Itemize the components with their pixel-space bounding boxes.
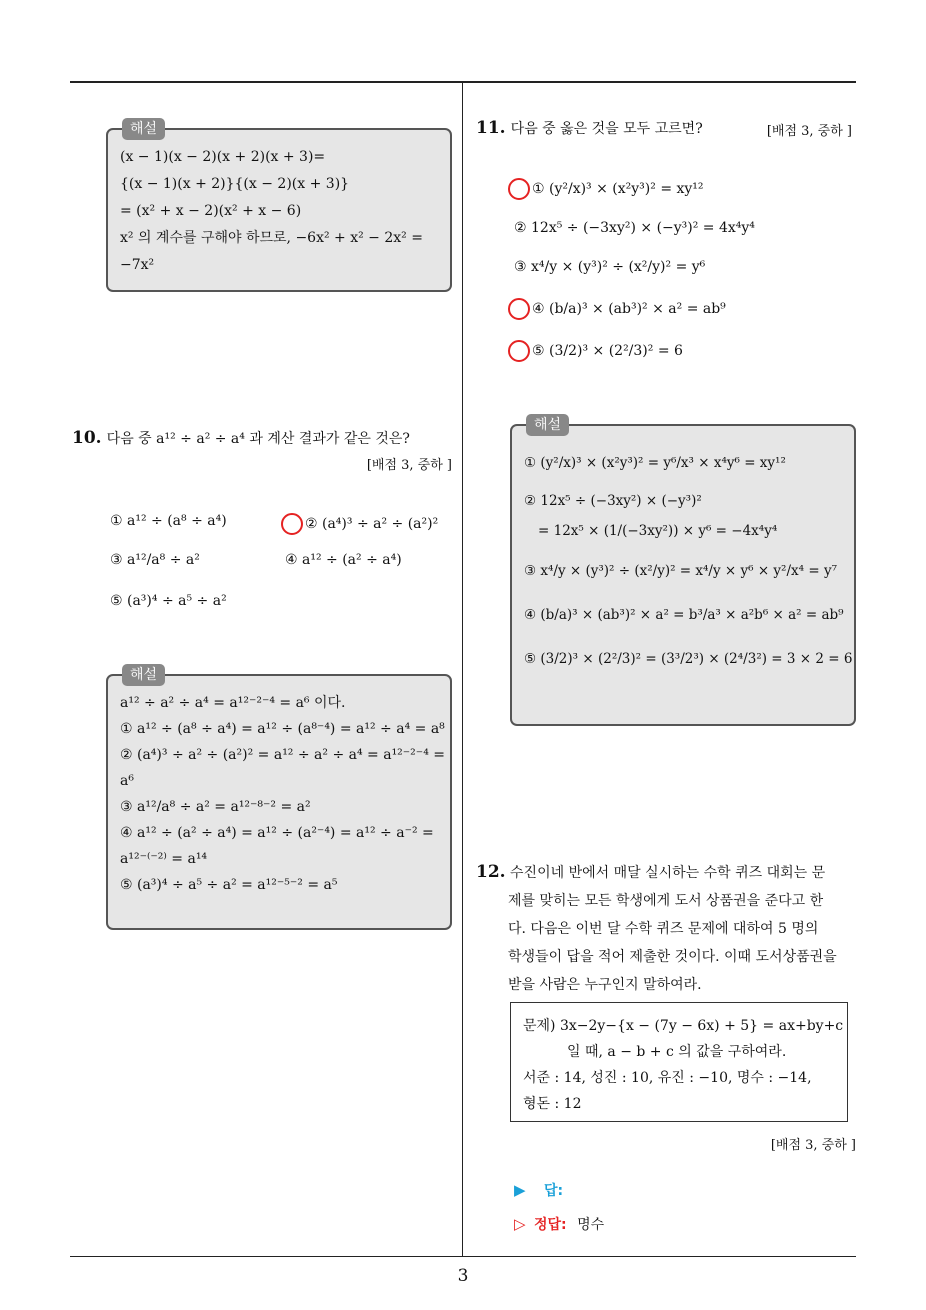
option-text: ② 12x⁵ ÷ (−3xy²) × (−y³)² = 4x⁴y⁴ (514, 220, 755, 236)
answer-circle-icon (508, 178, 530, 200)
solution-line: ① a¹² ÷ (a⁸ ÷ a⁴) = a¹² ÷ (a⁸⁻⁴) = a¹² ÷ a⁴ = a⁸ (120, 721, 445, 737)
answer-row (514, 1180, 688, 1200)
solution-box-q11 (510, 417, 856, 726)
page-number: 3 (457, 1266, 469, 1286)
solution-line: ① (y²/x)³ × (x²y³)² = y⁶/x³ × x⁴y⁶ = xy¹² (524, 455, 786, 471)
question-meta: [배점 3, 중하 ] (366, 458, 452, 473)
problem-line: 문제) 3x−2y−{x − (7y − 6x) + 5} = ax+by+c (523, 1018, 844, 1034)
solution-line: ⑤ (3/2)³ × (2²/3)² = (3³/2³) × (2⁴/3²) = 3 × 2 = 6 (524, 651, 853, 667)
solution-line: a⁶ (120, 773, 134, 789)
option-3[interactable] (514, 259, 705, 275)
option-text: ③ a¹²/a⁸ ÷ a² (110, 552, 200, 568)
solution-line: ② (a⁴)³ ÷ a² ÷ (a²)² = a¹² ÷ a² ÷ a⁴ = a¹²⁻²⁻⁴ = (120, 747, 445, 763)
solution-line: ② 12x⁵ ÷ (−3xy²) × (−y³)² (524, 493, 702, 509)
option-2[interactable] (285, 513, 438, 535)
question-text: 다. 다음은 이번 달 수학 퀴즈 문제에 대하여 5 명의 (508, 921, 819, 937)
solution-line: ③ a¹²/a⁸ ÷ a² = a¹²⁻⁸⁻² = a² (120, 799, 311, 815)
option-1[interactable] (512, 178, 704, 200)
option-text: ① a¹² ÷ (a⁸ ÷ a⁴) (110, 513, 227, 529)
problem-line: 일 때, a − b + c 의 값을 구하여라. (567, 1044, 787, 1060)
column-divider (462, 82, 463, 1257)
solution-tag: 해설 (122, 118, 165, 140)
solution-line: {(x − 1)(x + 2)}{(x − 2)(x + 3)} (120, 176, 350, 192)
solution-line: ⑤ (a³)⁴ ÷ a⁵ ÷ a² = a¹²⁻⁵⁻² = a⁵ (120, 877, 338, 893)
question-number: 10. (72, 428, 102, 448)
outline-arrow-icon: ▷ (514, 1215, 526, 1233)
question-10 (72, 428, 452, 473)
problem-box (510, 1002, 848, 1122)
play-arrow-icon: ▶ (514, 1181, 526, 1199)
solution-line: ④ a¹² ÷ (a² ÷ a⁴) = a¹² ÷ (a²⁻⁴) = a¹² ÷ a⁻² = (120, 825, 434, 841)
solution-box-q9 (106, 121, 452, 292)
option-4[interactable] (512, 298, 726, 320)
solution-line: = (x² + x − 2)(x² + x − 6) (120, 203, 302, 219)
option-text: ② (a⁴)³ ÷ a² ÷ (a²)² (305, 516, 439, 532)
question-text: 수진이네 반에서 매달 실시하는 수학 퀴즈 대회는 문 (510, 865, 826, 881)
option-text: ⑤ (3/2)³ × (2²/3)² = 6 (532, 343, 683, 359)
problem-line: 형돈 : 12 (523, 1096, 582, 1112)
solution-tag: 해설 (122, 664, 165, 686)
question-meta: [배점 3, 중하 ] (766, 124, 852, 139)
question-text: 다음 중 a¹² ÷ a² ÷ a⁴ 과 계산 결과가 같은 것은? (106, 431, 410, 447)
solution-line: −7x² (120, 257, 155, 273)
solution-line: (x − 1)(x − 2)(x + 2)(x + 3)= (120, 149, 326, 165)
answer-circle-icon (508, 298, 530, 320)
option-5[interactable] (512, 340, 683, 362)
question-number: 11. (476, 118, 506, 138)
solution-line: ④ (b/a)³ × (ab³)² × a² = b³/a³ × a²b⁶ × a² = ab⁹ (524, 607, 844, 623)
solution-line: x² 의 계수를 구해야 하므로, −6x² + x² − 2x² = (120, 230, 423, 246)
solution-box-q10 (106, 667, 452, 930)
correct-value: 명수 (577, 1217, 605, 1233)
solution-line: a¹²⁻⁽⁻²⁾ = a¹⁴ (120, 851, 208, 867)
correct-answer-row (514, 1214, 604, 1234)
option-text: ④ a¹² ÷ (a² ÷ a⁴) (285, 552, 402, 568)
question-text: 제를 맞히는 모든 학생에게 도서 상품권을 준다고 한 (508, 893, 824, 909)
question-text: 받을 사람은 누구인지 말하여라. (508, 977, 702, 993)
question-12 (476, 858, 858, 999)
top-rule (70, 81, 856, 83)
option-text: ④ (b/a)³ × (ab³)² × a² = ab⁹ (532, 301, 726, 317)
answer-circle-icon (281, 513, 303, 535)
option-text: ⑤ (a³)⁴ ÷ a⁵ ÷ a² (110, 593, 227, 609)
option-5[interactable] (110, 593, 227, 609)
option-4[interactable] (285, 552, 402, 568)
answer-label: 답: (544, 1183, 564, 1199)
question-text: 학생들이 답을 적어 제출한 것이다. 이때 도서상품권을 (508, 949, 837, 965)
correct-label: 정답: (534, 1217, 567, 1233)
question-number: 12. (476, 862, 506, 882)
solution-line: = 12x⁵ × (1/(−3xy²)) × y⁶ = −4x⁴y⁴ (538, 523, 778, 539)
problem-line: 서준 : 14, 성진 : 10, 유진 : −10, 명수 : −14, (523, 1070, 812, 1086)
solution-tag: 해설 (526, 414, 569, 436)
question-meta: [배점 3, 중하 ] (770, 1138, 856, 1153)
answer-circle-icon (508, 340, 530, 362)
option-text: ③ x⁴/y × (y³)² ÷ (x²/y)² = y⁶ (514, 259, 706, 275)
question-text: 다음 중 옳은 것을 모두 고르면? (510, 121, 703, 137)
bottom-rule (70, 1256, 856, 1257)
question-11 (476, 118, 856, 138)
option-text: ① (y²/x)³ × (x²y³)² = xy¹² (532, 181, 704, 197)
option-3[interactable] (110, 552, 200, 568)
option-1[interactable] (110, 513, 227, 529)
option-2[interactable] (514, 220, 755, 236)
solution-line: ③ x⁴/y × (y³)² ÷ (x²/y)² = x⁴/y × y⁶ × y²/x⁴ = y⁷ (524, 563, 837, 579)
solution-line: a¹² ÷ a² ÷ a⁴ = a¹²⁻²⁻⁴ = a⁶ 이다. (120, 695, 346, 711)
